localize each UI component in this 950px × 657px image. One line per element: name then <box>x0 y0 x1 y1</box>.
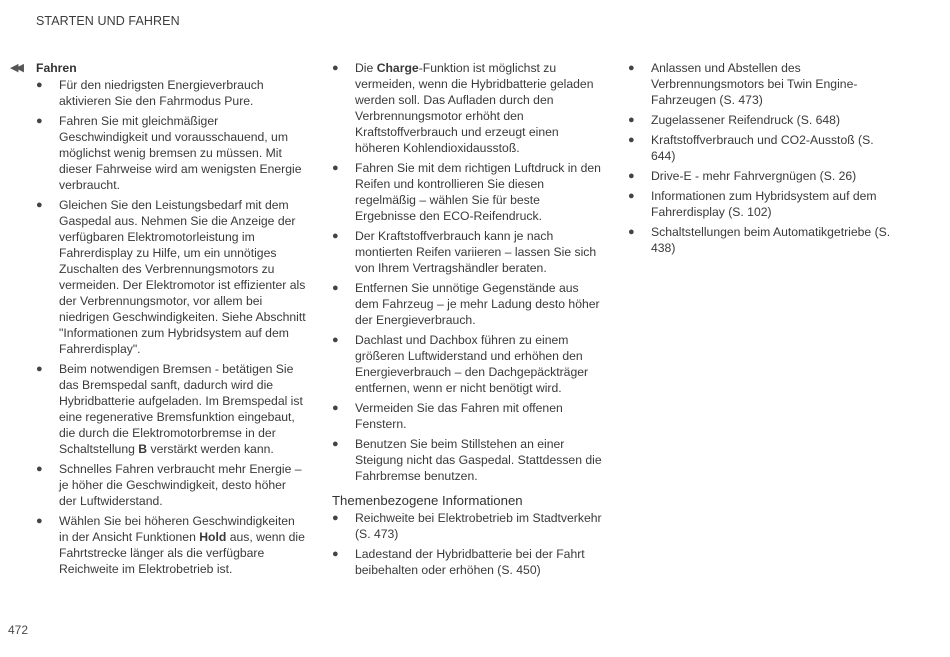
related-link[interactable]: ● Zugelassener Reifendruck (S. 648) <box>628 113 841 127</box>
list-item: ● Für den niedrigsten Energieverbrauch aktivieren Sie den Fahrmodus Pure. <box>36 78 264 108</box>
bullet-icon: ● <box>332 402 339 414</box>
bullet-icon: ● <box>332 282 339 294</box>
bullet-icon: ● <box>628 114 635 126</box>
related-info-heading: Themenbezogene Informationen <box>332 493 523 508</box>
bullet-icon: ● <box>628 62 635 74</box>
list-item: ● Fahren Sie mit dem richtigen Luftdruck in den Reifen und kontrollieren Sie diesen regelmäßig – wählen Sie für beste Ergebnisse den ECO-Reifendruck. <box>332 161 601 223</box>
related-links-list <box>332 510 602 578</box>
section-title <box>10 60 306 76</box>
bullet-icon: ● <box>36 463 43 475</box>
bullet-icon: ● <box>36 199 43 211</box>
hold-function: Hold <box>199 530 227 544</box>
related-links-list <box>628 60 898 256</box>
page-number: 472 <box>8 623 29 637</box>
related-link[interactable]: ● Kraftstoffverbrauch und CO2-Ausstoß (S. 644) <box>628 133 874 163</box>
bullet-icon: ● <box>36 79 43 91</box>
bullet-icon: ● <box>628 226 635 238</box>
bullet-icon: ● <box>332 512 339 524</box>
section-title-text: Fahren <box>36 61 77 75</box>
related-link[interactable]: ● Informationen zum Hybridsystem auf dem Fahrerdisplay (S. 102) <box>628 189 877 219</box>
bullet-icon: ● <box>36 363 43 375</box>
gear-position-b: B <box>138 442 148 456</box>
list-item: ● Fahren Sie mit gleichmäßiger Geschwindigkeit und vorausschauend, um möglichst wenig bremsen zu müssen. Mit dieser Fahrweise wird am wenigsten Energie verbraucht. <box>36 114 302 192</box>
bullet-list <box>36 77 306 577</box>
bullet-icon: ● <box>628 190 635 202</box>
bullet-icon: ● <box>36 115 43 127</box>
list-item: ● Benutzen Sie beim Stillstehen an einer Steigung nicht das Gaspedal. Stattdessen die Fahrbremse benutzen. <box>332 437 602 483</box>
list-item: ● Dachlast und Dachbox führen zu einem größeren Luftwiderstand und erhöhen den Energieverbrauch – den Dachgepäckträger entfernen, wenn er nicht benötigt wird. <box>332 333 589 395</box>
column-2 <box>332 60 602 582</box>
list-item: ● Schnelles Fahren verbraucht mehr Energie – je höher die Geschwindigkeit, desto höher der Luftwiderstand. <box>36 462 302 508</box>
bullet-icon: ● <box>332 162 339 174</box>
column-3 <box>628 60 898 260</box>
related-link[interactable]: ● Ladestand der Hybridbatterie bei der Fahrt beibehalten oder erhöhen (S. 450) <box>332 547 585 577</box>
bullet-icon: ● <box>332 438 339 450</box>
bullet-icon: ● <box>36 515 43 527</box>
list-item: ● Der Kraftstoffverbrauch kann je nach montierten Reifen variieren – lassen Sie sich von Ihrem Vertragshändler beraten. <box>332 229 597 275</box>
bullet-icon: ● <box>332 548 339 560</box>
related-link[interactable]: ● Schaltstellungen beim Automatikgetriebe (S. 438) <box>628 225 891 255</box>
bullet-icon: ● <box>332 62 339 74</box>
bullet-list <box>332 60 602 484</box>
bullet-icon: ● <box>332 334 339 346</box>
list-item: ● Die Charge-Funktion ist möglichst zu vermeiden, wenn die Hybridbatterie geladen werden soll. Das Aufladen durch den Verbrennungsmotor erhöht den Kraftstoffverbrauch und erzeugt einen höheren Kohlendioxidausstoß. <box>332 61 594 155</box>
list-item: ● Beim notwendigen Bremsen - betätigen Sie das Bremspedal sanft, dadurch wird die Hybridbatterie aufgeladen. Im Bremspedal ist eine regenerative Bremsfunktion eingebaut, die durch die Elektromotorbremse in der Schaltstellung B verstärkt werden kann. <box>36 362 303 456</box>
related-link[interactable]: ● Drive-E - mehr Fahrvergnügen (S. 26) <box>628 169 857 183</box>
back-chevrons-icon[interactable]: ◀◀ <box>10 62 21 74</box>
bullet-icon: ● <box>332 230 339 242</box>
list-item: ● Wählen Sie bei höheren Geschwindigkeiten in der Ansicht Funktionen Hold aus, wenn die Fahrtstrecke länger als die verfügbare Reichweite im Elektrobetrieb ist. <box>36 514 305 576</box>
related-link[interactable]: ● Reichweite bei Elektrobetrieb im Stadtverkehr (S. 473) <box>332 511 602 541</box>
page-header: STARTEN UND FAHREN <box>36 14 180 28</box>
list-item: ● Vermeiden Sie das Fahren mit offenen Fenstern. <box>332 401 563 431</box>
charge-function: Charge <box>376 61 419 75</box>
bullet-icon: ● <box>628 170 635 182</box>
list-item: ● Entfernen Sie unnötige Gegenstände aus dem Fahrzeug – je mehr Ladung desto höher der Energieverbrauch. <box>332 281 600 327</box>
related-link[interactable]: ● Anlassen und Abstellen des Verbrennungsmotors bei Twin Engine-Fahrzeugen (S. 473) <box>628 61 858 107</box>
column-1 <box>10 60 306 581</box>
bullet-icon: ● <box>628 134 635 146</box>
list-item: ● Gleichen Sie den Leistungsbedarf mit dem Gaspedal aus. Nehmen Sie die Anzeige der verfügbaren Elektromotorleistung im Fahrerdisplay zu Hilfe, um ein unnötiges Zuschalten des Verbrennungsmotors zu vermeiden. Der Elektromotor ist effizienter als der Verbrennungsmotor, vor allem bei niedrigen Geschwindigkeiten. Siehe Abschnitt "Informationen zum Hybridsystem auf dem Fahrerdisplay". <box>36 198 306 356</box>
